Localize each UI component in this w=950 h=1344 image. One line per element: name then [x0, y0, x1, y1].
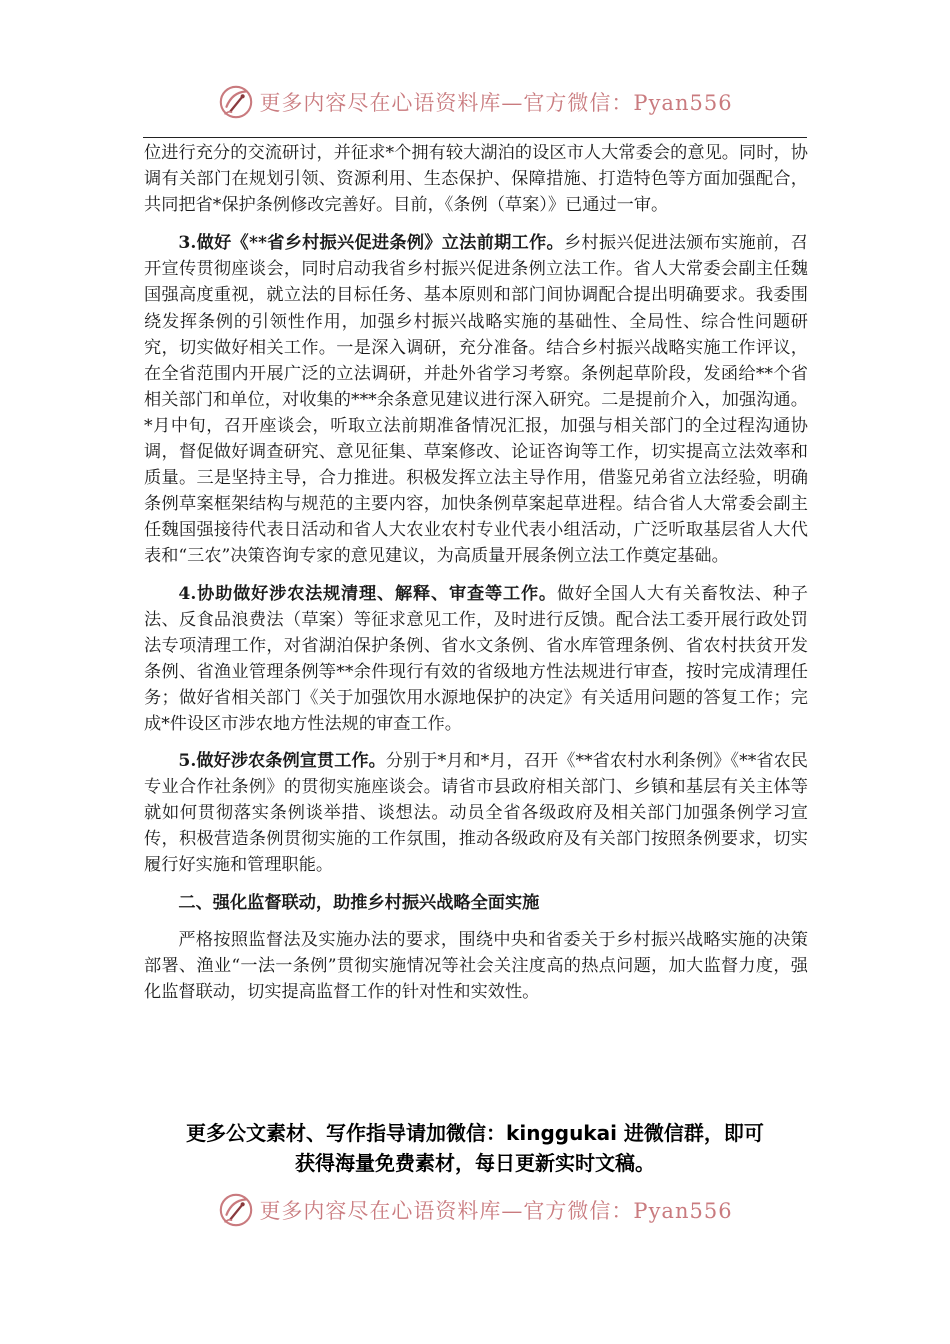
item-5-title: 5.做好涉农条例宣贯工作。: [178, 751, 386, 772]
footer-cta-line-1: 更多公文素材、写作指导请加微信：kinggukai 进微信群，即可: [186, 1121, 764, 1145]
item-4-title: 4.协助做好涉农法规清理、解释、审查等工作。: [178, 583, 557, 604]
paragraph-item-4: [144, 581, 808, 738]
item-4-text: 做好全国人大有关畜牧法、种子法、反食品浪费法（草案）等征求意见工作，及时进行反馈。配合法工委开展行政处罚法专项清理工作，对省湖泊保护条例、省水文条例、省水库管理条例、省农村扶贫开发条例、省渔业管理条例等**余件现行有效的省级地方性法规进行审查，按时完成清理任务；做好省相关部门《关于加强饮用水源地保护的决定》有关适用问题的答复工作；完成*件设区市涉农地方性法规的审查工作。: [144, 583, 808, 734]
footer-call-to-action: [120, 1118, 830, 1178]
brand-logo-icon: [217, 83, 255, 121]
section-2-paragraph: 严格按照监督法及实施办法的要求，围绕中央和省委关于乡村振兴战略实施的决策部署、渔业“一法一条例”贯彻实施情况等社会关注度高的热点问题，加大监督力度，强化监督联动，切实提高监督工作的针对性和实效性。: [144, 929, 808, 1002]
paragraph-continuation: 位进行充分的交流研讨，并征求*个拥有较大湖泊的设区市人大常委会的意见。同时，协调有关部门在规划引领、资源利用、生态保护、保障措施、打造特色等方面加强配合，共同把省*保护条例修改完善好。目前，《条例（草案）》已通过一审。: [144, 143, 808, 216]
header-divider: [143, 137, 807, 138]
footer-cta-line-2: 获得海量免费素材，每日更新实时文稿。: [295, 1151, 655, 1175]
brand-logo-icon: [217, 1191, 255, 1229]
header-brand: [0, 80, 950, 124]
header-brand-text: 更多内容尽在心语资料库—官方微信：Pyan556: [259, 91, 733, 115]
paragraph-item-3: [144, 230, 808, 569]
item-3-text: 乡村振兴促进法颁布实施前，召开宣传贯彻座谈会，同时启动我省乡村振兴促进条例立法工作。省人大常委会副主任魏国强高度重视，就立法的目标任务、基本原则和部门间协调配合提出明确要求。我委围绕发挥条例的引领性作用，加强乡村振兴战略实施的基础性、全局性、综合性问题研究，切实做好相关工作。一是深入调研，充分准备。结合乡村振兴战略实施工作评议，在全省范围内开展广泛的立法调研，并赴外省学习考察。条例起草阶段，发函给**个省相关部门和单位，对收集的***余条意见建议进行深入研究。二是提前介入，加强沟通。*月中旬，召开座谈会，听取立法前期准备情况汇报，加强与相关部门的全过程沟通协调，督促做好调查研究、意见征集、草案修改、论证咨询等工作，切实提高立法效率和质量。三是坚持主导，合力推进。积极发挥立法主导作用，借鉴兄弟省立法经验，明确条例草案框架结构与规范的主要内容，加快条例草案起草进程。结合省人大常委会副主任魏国强接待代表日活动和省人大农业农村专业代表小组活动，广泛听取基层省人大代表和“三农”决策咨询专家的意见建议，为高质量开展条例立法工作奠定基础。: [144, 233, 808, 567]
footer-brand: [0, 1188, 950, 1232]
paragraph-item-5: [144, 748, 808, 878]
item-5-text: 分别于*月和*月，召开《**省农村水利条例》《**省农民专业合作社条例》的贯彻实施座谈会。请省市县政府相关部门、乡镇和基层有关主体等就如何贯彻落实条例谈举措、谈想法。动员全省各级政府及相关部门加强条例学习宣传，积极营造条例贯彻实施的工作氛围，推动各级政府及有关部门按照条例要求，切实履行好实施和管理职能。: [144, 751, 808, 876]
item-3-title: 3.做好《**省乡村振兴促进条例》立法前期工作。: [178, 233, 564, 254]
footer-brand-text: 更多内容尽在心语资料库—官方微信：Pyan556: [259, 1199, 733, 1223]
section-2-heading: 二、强化监督联动，助推乡村振兴战略全面实施: [178, 892, 540, 913]
document-body: [144, 140, 808, 1016]
